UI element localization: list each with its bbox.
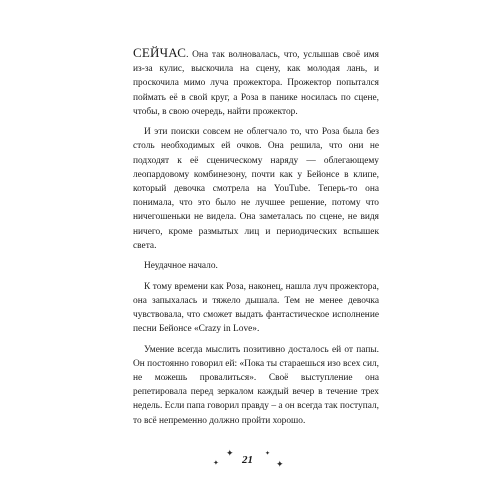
paragraph-4: К тому времени как Роза, наконец, нашла луч прожектора, она запыхалась и тяжело дышала. Тем не менее девочка чувствовала, что сможет выдать фантастическое исполнение песни Бейонсе «Crazy in Love». — [133, 281, 379, 335]
star-icon: ✦ — [265, 450, 271, 457]
lead-word: СЕЙЧАС — [133, 45, 187, 60]
star-icon: ✦ — [213, 459, 219, 467]
star-icon: ✦ — [226, 449, 234, 459]
paragraph-3: Неудачное начало. — [144, 261, 218, 272]
paragraph-5: Умение всегда мыслить позитивно досталось ей от папы. Он постоянно говорил ей: «Пока ты стараешься изо всех сил, не можешь провалиться». Своё выступление она репетировала перед зеркалом каждый вечер в течение трех недель. Если папа говорил правду – а он всегда так поступал, то всё непременно должно пройти хорошо. — [133, 344, 379, 426]
page-body — [133, 46, 379, 434]
page-number: 21 — [242, 454, 253, 466]
page-footer — [0, 449, 500, 476]
paragraph-1 — [133, 46, 379, 119]
star-icon: ✦ — [276, 460, 284, 470]
paragraph-1-text: . Она так волновалась, что, услышав своё имя из-за кулис, выскочила на сцену, как молодая лань, и проскочила мимо луча прожектора. Прожектор попытался поймать её в свой круг, а Роза в панике носилась по сцене, чтобы, в свою очередь, найти прожектор. — [133, 50, 379, 117]
paragraph-2: И эти поиски совсем не облегчало то, что Роза была без столь необходимых ей очков. Она решила, что они не подходят к её сценическому наряду — облегающему леопардовому комбинезону, почти как у Бейонсе в клипе, который девочка смотрела на YouTube. Теперь-то она понимала, что это было не лучшее решение, потому что ничегошеньки не видела. Она заметалась по сцене, не видя ничего, кроме размытых лиц и периодических вспышек света. — [133, 127, 379, 251]
